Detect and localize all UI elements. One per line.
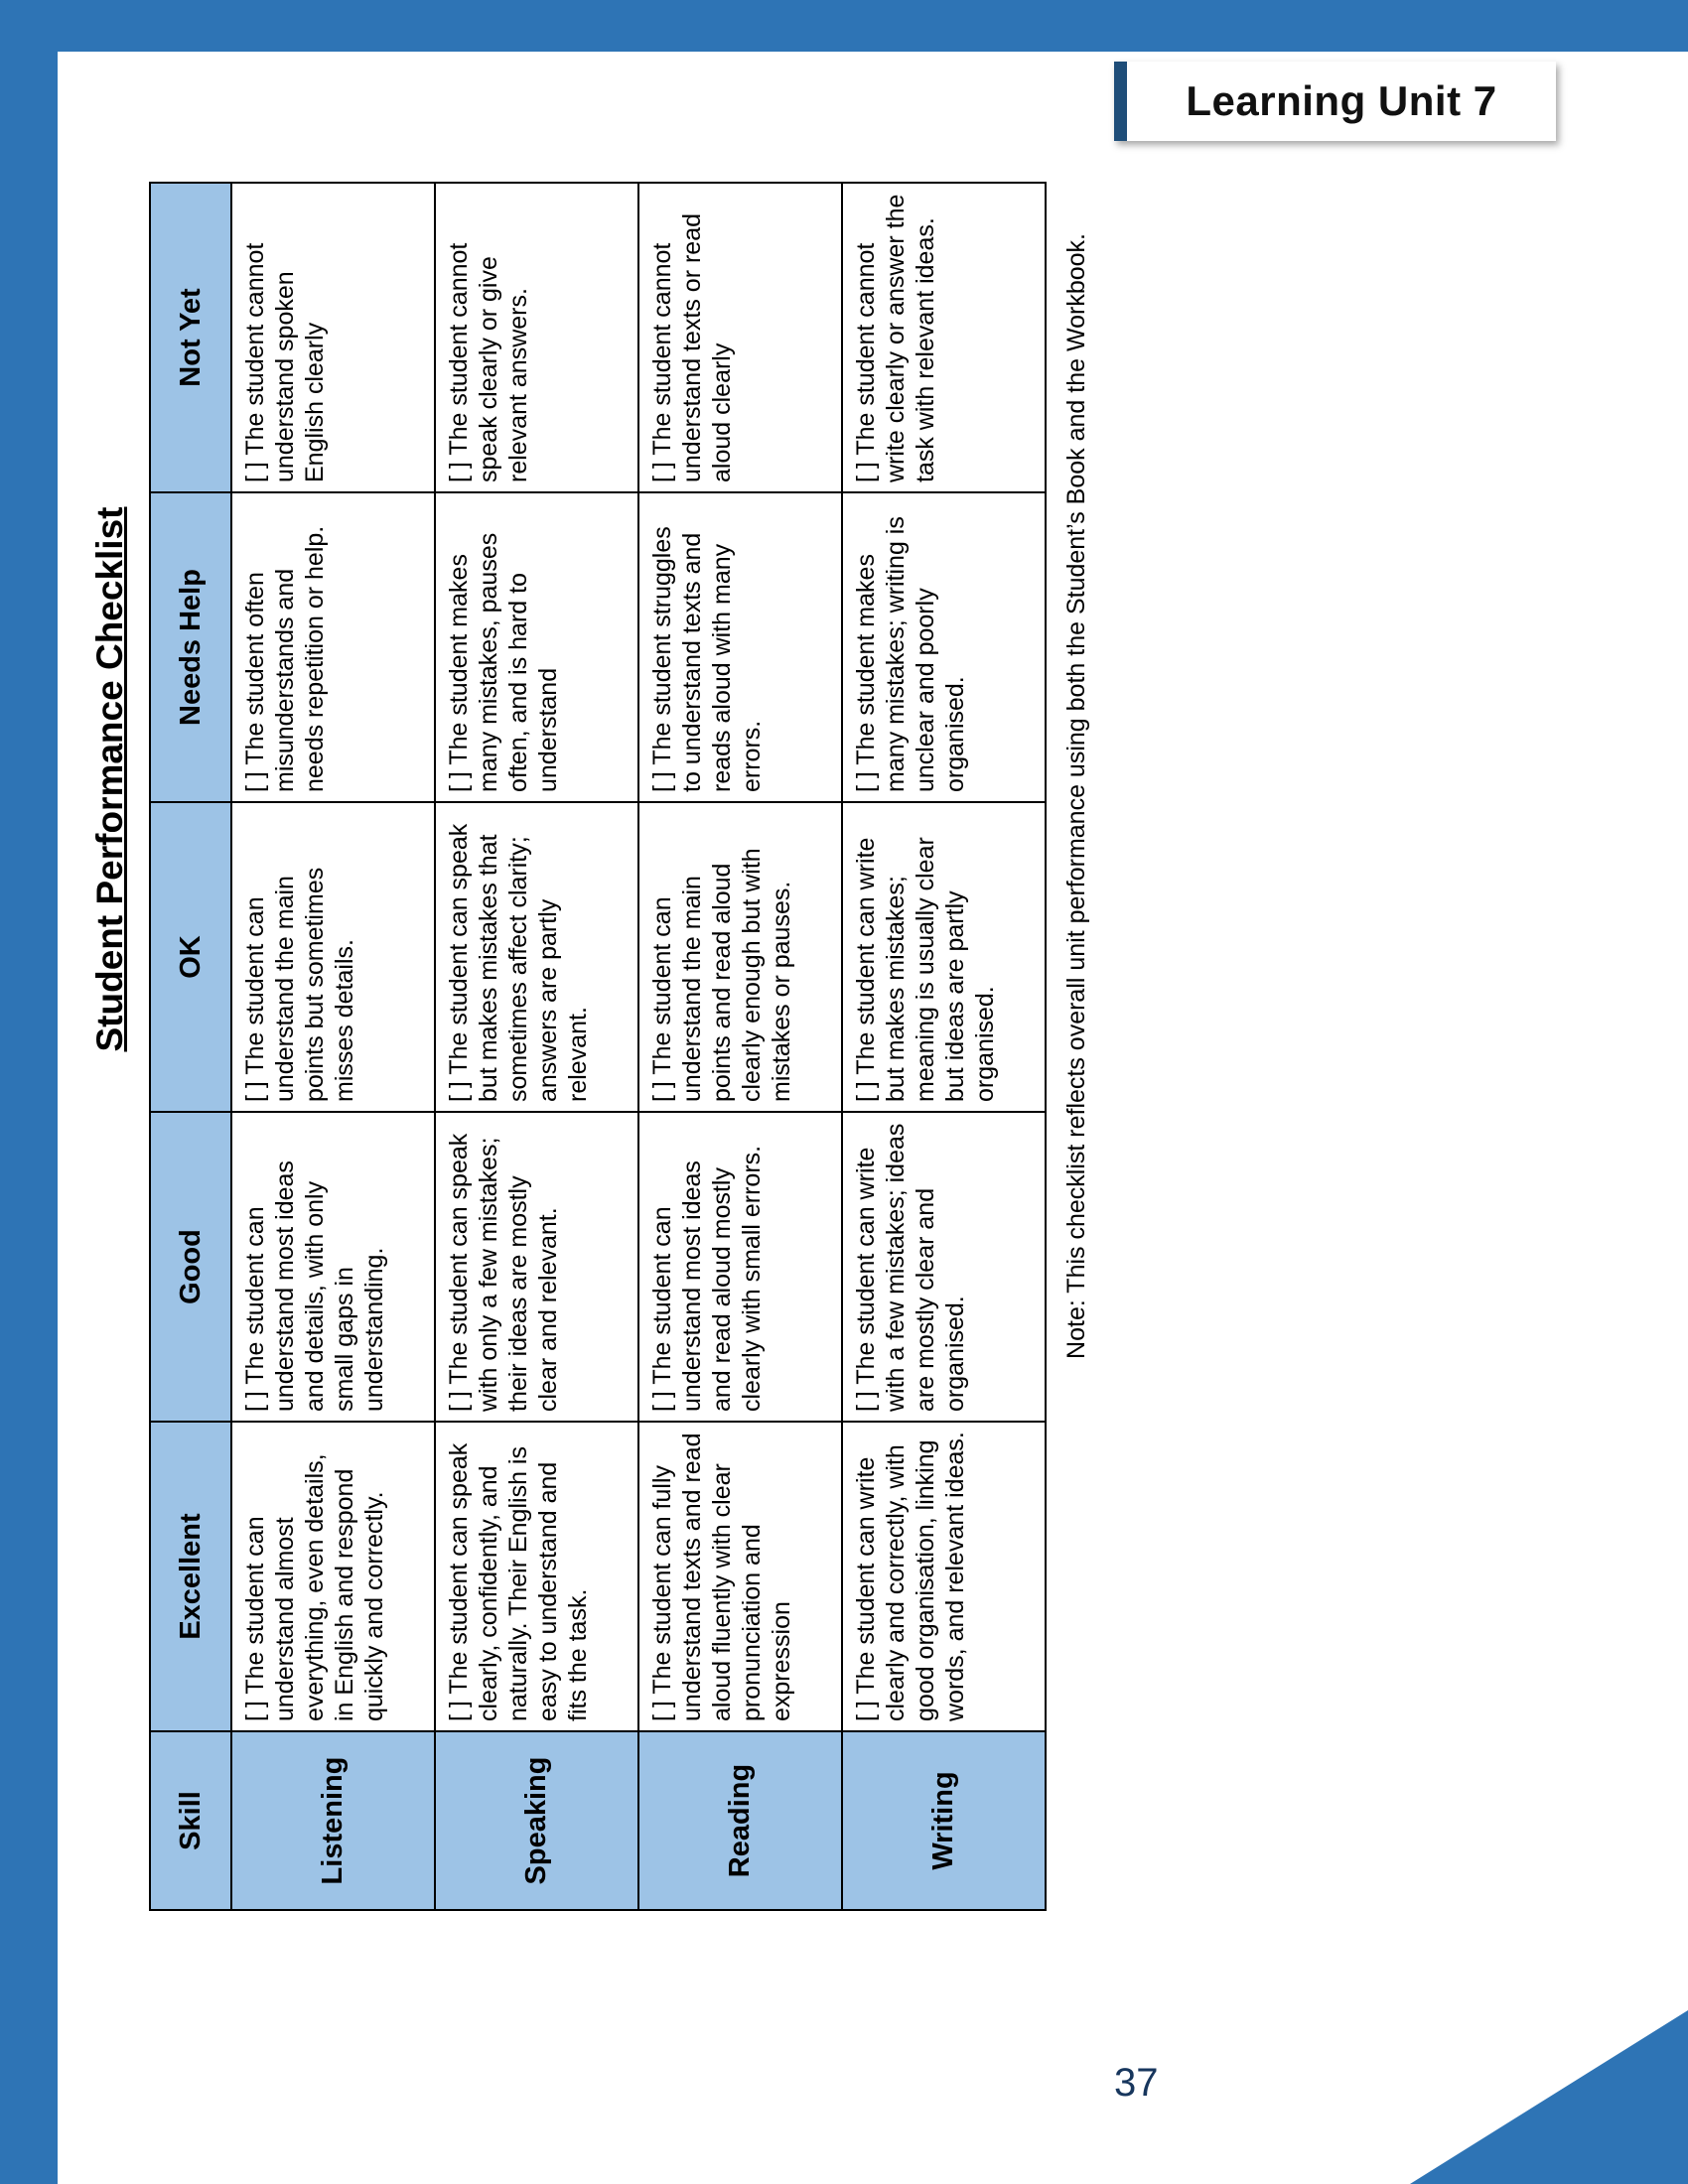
page-top-border-bar: [0, 0, 1688, 52]
cell-speaking-needs-help: [ ] The student makes many mistakes, pauses often, and is hard to understand: [435, 492, 638, 802]
row-header-writing: Writing: [842, 1731, 1046, 1910]
table-row-writing: [842, 183, 1046, 1910]
column-header-good: Good: [150, 1112, 231, 1422]
cell-speaking-good: [ ] The student can speak with only a few mistakes; their ideas are mostly clear and relevant.: [435, 1112, 638, 1422]
cell-writing-not-yet: [ ] The student cannot write clearly or answer the task with relevant ideas.: [842, 183, 1046, 492]
column-header-needs-help: Needs Help: [150, 492, 231, 802]
cell-writing-excellent: [ ] The student can write clearly and correctly, with good organisation, linking words, and relevant ideas.: [842, 1422, 1046, 1731]
learning-unit-label: Learning Unit 7: [1186, 77, 1497, 124]
cell-listening-not-yet: [ ] The student cannot understand spoken English clearly: [231, 183, 435, 492]
cell-listening-needs-help: [ ] The student often misunderstands and needs repetition or help.: [231, 492, 435, 802]
cell-listening-ok: [ ] The student can understand the main points but sometimes misses details.: [231, 802, 435, 1112]
column-header-ok: OK: [150, 802, 231, 1112]
cell-reading-ok: [ ] The student can understand the main points and read aloud clearly enough but with mistakes or pauses.: [638, 802, 842, 1112]
table-row-listening: [231, 183, 435, 1910]
learning-unit-badge: [1114, 62, 1556, 141]
cell-writing-needs-help: [ ] The student makes many mistakes; writing is unclear and poorly organised.: [842, 492, 1046, 802]
cell-reading-excellent: [ ] The student can fully understand texts and read aloud fluently with clear pronunciation and expression: [638, 1422, 842, 1731]
cell-reading-not-yet: [ ] The student cannot understand texts or read aloud clearly: [638, 183, 842, 492]
badge-accent-bar: [1114, 62, 1127, 141]
cell-speaking-ok: [ ] The student can speak but makes mistakes that sometimes affect clarity; answers are partly relevant.: [435, 802, 638, 1112]
cell-listening-good: [ ] The student can understand most ideas and details, with only small gaps in understanding.: [231, 1112, 435, 1422]
column-header-not-yet: Not Yet: [150, 183, 231, 492]
table-row-reading: [638, 183, 842, 1910]
column-header-skill: Skill: [150, 1731, 231, 1910]
row-header-reading: Reading: [638, 1731, 842, 1910]
cell-reading-good: [ ] The student can understand most ideas and read aloud mostly clearly with small errors.: [638, 1112, 842, 1422]
column-header-excellent: Excellent: [150, 1422, 231, 1731]
rotated-checklist-page: [89, 184, 1142, 1911]
cell-reading-needs-help: [ ] The student struggles to understand texts and reads aloud with many errors.: [638, 492, 842, 802]
checklist-title: Student Performance Checklist: [89, 506, 130, 1052]
page-number: 37: [1114, 2061, 1159, 2105]
page-left-border-bar: [0, 0, 58, 2184]
table-row-speaking: [435, 183, 638, 1910]
cell-speaking-excellent: [ ] The student can speak clearly, confidently, and naturally. Their English is easy to understand and fits the task.: [435, 1422, 638, 1731]
row-header-listening: Listening: [231, 1731, 435, 1910]
cell-speaking-not-yet: [ ] The student cannot speak clearly or give relevant answers.: [435, 183, 638, 492]
cell-listening-excellent: [ ] The student can understand almost everything, even details, in English and respond quickly and correctly.: [231, 1422, 435, 1731]
checklist-note: Note: This checklist reflects overall unit performance using both the Student’s Book and the Workbook.: [1062, 233, 1090, 1359]
performance-checklist-table: [149, 182, 1047, 1911]
row-header-speaking: Speaking: [435, 1731, 638, 1910]
corner-triangle-decoration: [1410, 2010, 1688, 2184]
header-row: [150, 183, 231, 1910]
cell-writing-ok: [ ] The student can write but makes mistakes; meaning is usually clear but ideas are partly organised.: [842, 802, 1046, 1112]
cell-writing-good: [ ] The student can write with a few mistakes; ideas are mostly clear and organised.: [842, 1112, 1046, 1422]
